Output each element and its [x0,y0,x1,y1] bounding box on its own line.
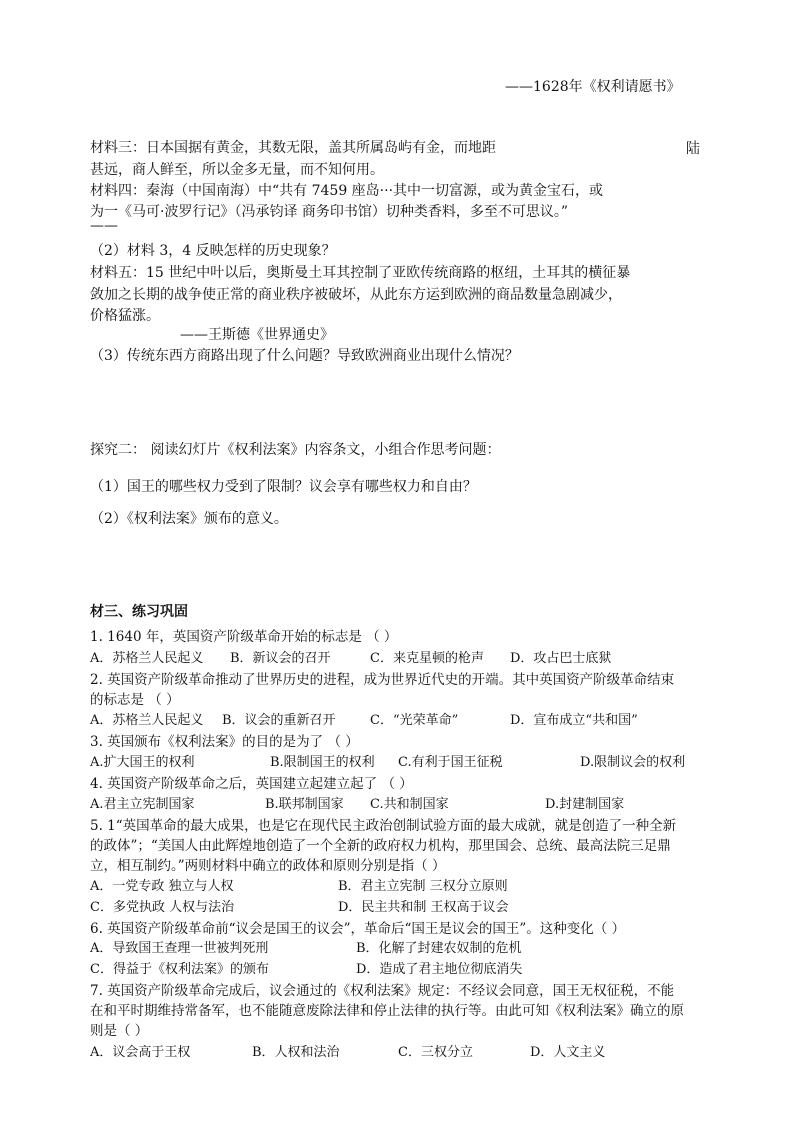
material-5-citation: ——王斯德《世界通史》 [180,327,334,343]
exercise-3-stem: 3. 英国颁布《权利法案》的目的是为了 （ ） [90,734,359,750]
explore-2-question-2: （2）《权利法案》颁布的意义。 [90,511,288,527]
exercise-7-stem-line-1: 7. 英国资产阶级革命完成后，议会通过的《权利法案》规定：不经议会同意，国王无权征税，不能 [90,983,675,999]
exercise-1-option-d: D．攻占巴士底狱 [510,651,612,666]
exercise-7-option-c: C．三权分立 [398,1045,473,1060]
question-3: （3）传统东西方商路出现了什么问题？导致欧洲商业出现什么情况？ [90,348,519,364]
exercise-2-option-a: A．苏格兰人民起义 [90,713,204,728]
exercise-7-stem-line-3: 则是（ ） [90,1023,149,1039]
exercise-5-stem-line-3: 立，相互制约。”两则材料中确立的政体和原则分别是指（ ） [90,858,446,874]
exercise-3-option-b: B.限制国王的权利 [270,755,375,770]
exercise-4-option-a: A.君主立宪制国家 [90,797,195,812]
explore-2-question-1: （1）国王的哪些权力受到了限制？议会享有哪些权力和自由？ [90,479,477,495]
material-3-line-1-tail: 陆 [686,141,700,157]
exercise-1-option-a: A．苏格兰人民起义 [90,651,204,666]
explore-2-title: 探究二： 阅读幻灯片《权利法案》内容条文，小组合作思考问题： [90,442,501,458]
section-title: 材三、练习巩固 [90,604,188,620]
question-2: （2）材料 3，4 反映怎样的历史现象？ [90,243,336,259]
exercise-3-option-d: D.限制议会的权利 [580,755,686,770]
exercise-1-option-b: B．新议会的召开 [230,651,331,666]
exercise-7-option-d: D．人文主义 [530,1045,606,1060]
material-5-line-1: 材料五：15 世纪中叶以后，奥斯曼土耳其控制了亚欧传统商路的枢纽，土耳其的横征暴 [90,265,631,281]
exercise-2-option-d: D．宣布成立“共和国” [510,713,638,728]
material-3-line-2: 甚远，商人鲜至，所以金多无量，而不知何用。 [90,162,384,178]
top-citation: ——1628年《权利请愿书》 [505,79,681,95]
exercise-4-option-b: B.联邦制国家 [265,797,344,812]
exercise-6-option-c: C．得益于《权利法案》的颁布 [90,962,269,977]
exercise-2-option-b: B．议会的重新召开 [222,713,336,728]
material-3-line-1: 材料三：日本国据有黄金，其数无限，盖其所属岛屿有金，而地距 [90,140,496,156]
material-5-line-2: 敛加之长期的战争使正常的商业秩序被破坏，从此东方运到欧洲的商品数量急剧减少， [90,287,622,303]
material-4-line-2: 为一《马可·波罗行记》（冯承钧译 商务印书馆）切种类香料，多至不可思议。” [90,204,569,220]
exercise-2-option-c: C．“光荣革命” [370,713,459,728]
exercise-3-option-c: C.有利于国王征税 [398,755,503,770]
exercise-4-option-c: C.共和制国家 [370,797,449,812]
exercise-5-stem-line-1: 5. 1“英国革命的最大成果，也是它在现代民主政治创制试验方面的最大成就，就是创造了一种全新 [90,818,677,834]
exercise-5-option-a: A．一党专政 独立与人权 [90,879,234,894]
exercise-6-option-b: B．化解了封建农奴制的危机 [356,941,522,956]
exercise-6-option-d: D．造成了君主地位彻底消失 [356,962,523,977]
exercise-6-option-a: A．导致国王查理一世被判死刑 [90,941,269,956]
material-4-line-1: 材料四：秦海（中国南海）中“共有 7459 座岛···其中一切富源，或为黄金宝石，或 [90,183,604,199]
exercise-5-option-c: C．多党执政 人权与法治 [90,900,235,915]
exercise-1-stem: 1. 1640 年，英国资产阶级革命开始的标志是 （ ） [90,629,398,645]
exercise-1-option-c: C．来克星顿的枪声 [370,651,484,666]
exercise-2-stem-line-2: 的标志是 （ ） [90,692,180,708]
exercise-2-stem-line-1: 2. 英国资产阶级革命推动了世界历史的进程，成为世界近代史的开端。其中英国资产阶级革命结束 [90,672,675,688]
material-5-line-3: 价格猛涨。 [90,308,160,324]
exercise-5-option-b: B．君主立宪制 三权分立原则 [338,879,508,894]
exercise-3-option-a: A.扩大国王的权利 [90,755,195,770]
exercise-5-option-d: D．民主共和制 王权高于议会 [338,900,509,915]
exercise-7-option-b: B．人权和法治 [252,1045,340,1060]
exercise-7-option-a: A．议会高于王权 [90,1045,191,1060]
exercise-6-stem: 6. 英国资产阶级革命前“议会是国王的议会”，革命后“国王是议会的国王”。这种变化（ ） [90,921,626,937]
exercise-4-stem: 4. 英国资产阶级革命之后，英国建立起建立起了 （ ） [90,776,413,792]
exercise-7-stem-line-2: 在和平时期维持常备军，也不能随意废除法律和停止法律的执行等。由此可知《权利法案》确立的原 [90,1003,684,1019]
exercise-4-option-d: D.封建制国家 [545,797,625,812]
material-4-line-3: —— [90,218,118,234]
exercise-5-stem-line-2: 的政体”；“美国人由此辉煌地创造了一个全新的政府权力机构，那里国会、总统、最高法院三足鼎 [90,838,671,854]
